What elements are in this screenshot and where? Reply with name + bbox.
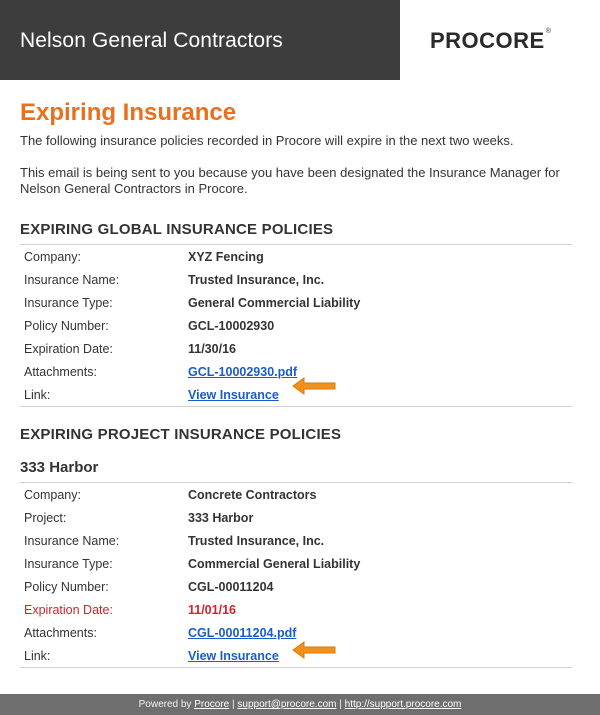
procore-logo (430, 28, 551, 54)
detail-label: Project: (24, 510, 67, 525)
notice-text: This email is being sent to you because you have been designated the Insurance Manager for Nelson General Contractors in Procore. (20, 165, 560, 196)
support-site-link[interactable]: http://support.procore.com (344, 699, 462, 710)
logo-text: PROCORE (430, 28, 545, 53)
detail-value: CGL-00011204 (188, 579, 274, 594)
detail-label: Expiration Date: (24, 341, 113, 356)
detail-label: Company: (24, 487, 81, 502)
detail-value: 11/30/16 (188, 341, 236, 356)
detail-row-insurance-name (20, 268, 572, 291)
detail-label: Policy Number: (24, 318, 109, 333)
detail-value: 333 Harbor (188, 510, 254, 525)
detail-label: Insurance Type: (24, 295, 113, 310)
footer-separator: | (339, 699, 342, 710)
support-email-link[interactable]: support@procore.com (237, 699, 337, 710)
project-name-heading: 333 Harbor (20, 459, 99, 476)
left-arrow-icon (292, 641, 336, 659)
detail-label: Insurance Name: (24, 533, 120, 548)
detail-value: 11/01/16 (188, 602, 236, 617)
project-section-heading: EXPIRING PROJECT INSURANCE POLICIES (20, 426, 342, 443)
view-insurance-link[interactable]: View Insurance (188, 387, 279, 402)
company-name: Nelson General Contractors (20, 29, 283, 52)
detail-value: GCL-10002930 (188, 318, 275, 333)
detail-row-expiration-date (20, 598, 572, 621)
detail-label: Attachments: (24, 625, 97, 640)
powered-by-text: Powered by (138, 699, 192, 710)
detail-value: General Commercial Liability (188, 295, 361, 310)
detail-row-company (20, 245, 572, 268)
detail-row-project (20, 506, 572, 529)
detail-value: Trusted Insurance, Inc. (188, 533, 325, 548)
detail-label: Insurance Name: (24, 272, 120, 287)
detail-row-insurance-name (20, 529, 572, 552)
detail-row-policy-number (20, 314, 572, 337)
detail-row-company (20, 483, 572, 506)
detail-value: Concrete Contractors (188, 487, 317, 502)
email-footer (0, 694, 600, 715)
detail-label: Link: (24, 648, 51, 663)
detail-value: Trusted Insurance, Inc. (188, 272, 325, 287)
view-insurance-link[interactable]: View Insurance (188, 648, 279, 663)
email-header (0, 0, 600, 80)
detail-row-expiration-date (20, 337, 572, 360)
global-section-heading: EXPIRING GLOBAL INSURANCE POLICIES (20, 221, 334, 238)
footer-separator: | (232, 699, 235, 710)
detail-label: Policy Number: (24, 579, 109, 594)
detail-row-insurance-type (20, 552, 572, 575)
intro-text: The following insurance policies recorded in Procore will expire in the next two weeks. (20, 133, 514, 148)
detail-row-policy-number (20, 575, 572, 598)
procore-link[interactable]: Procore (194, 699, 230, 710)
header-title-bar (0, 0, 400, 80)
left-arrow-icon (292, 377, 336, 395)
detail-value: XYZ Fencing (188, 249, 264, 264)
detail-label: Expiration Date: (24, 602, 113, 617)
detail-label: Attachments: (24, 364, 97, 379)
logo-registered-mark: ® (545, 28, 552, 35)
detail-value: Commercial General Liability (188, 556, 361, 571)
detail-row-insurance-type (20, 291, 572, 314)
detail-label: Company: (24, 249, 81, 264)
detail-label: Link: (24, 387, 51, 402)
attachment-link[interactable]: CGL-00011204.pdf (188, 625, 297, 640)
page-title: Expiring Insurance (20, 99, 237, 126)
attachment-link[interactable]: GCL-10002930.pdf (188, 364, 298, 379)
detail-label: Insurance Type: (24, 556, 113, 571)
